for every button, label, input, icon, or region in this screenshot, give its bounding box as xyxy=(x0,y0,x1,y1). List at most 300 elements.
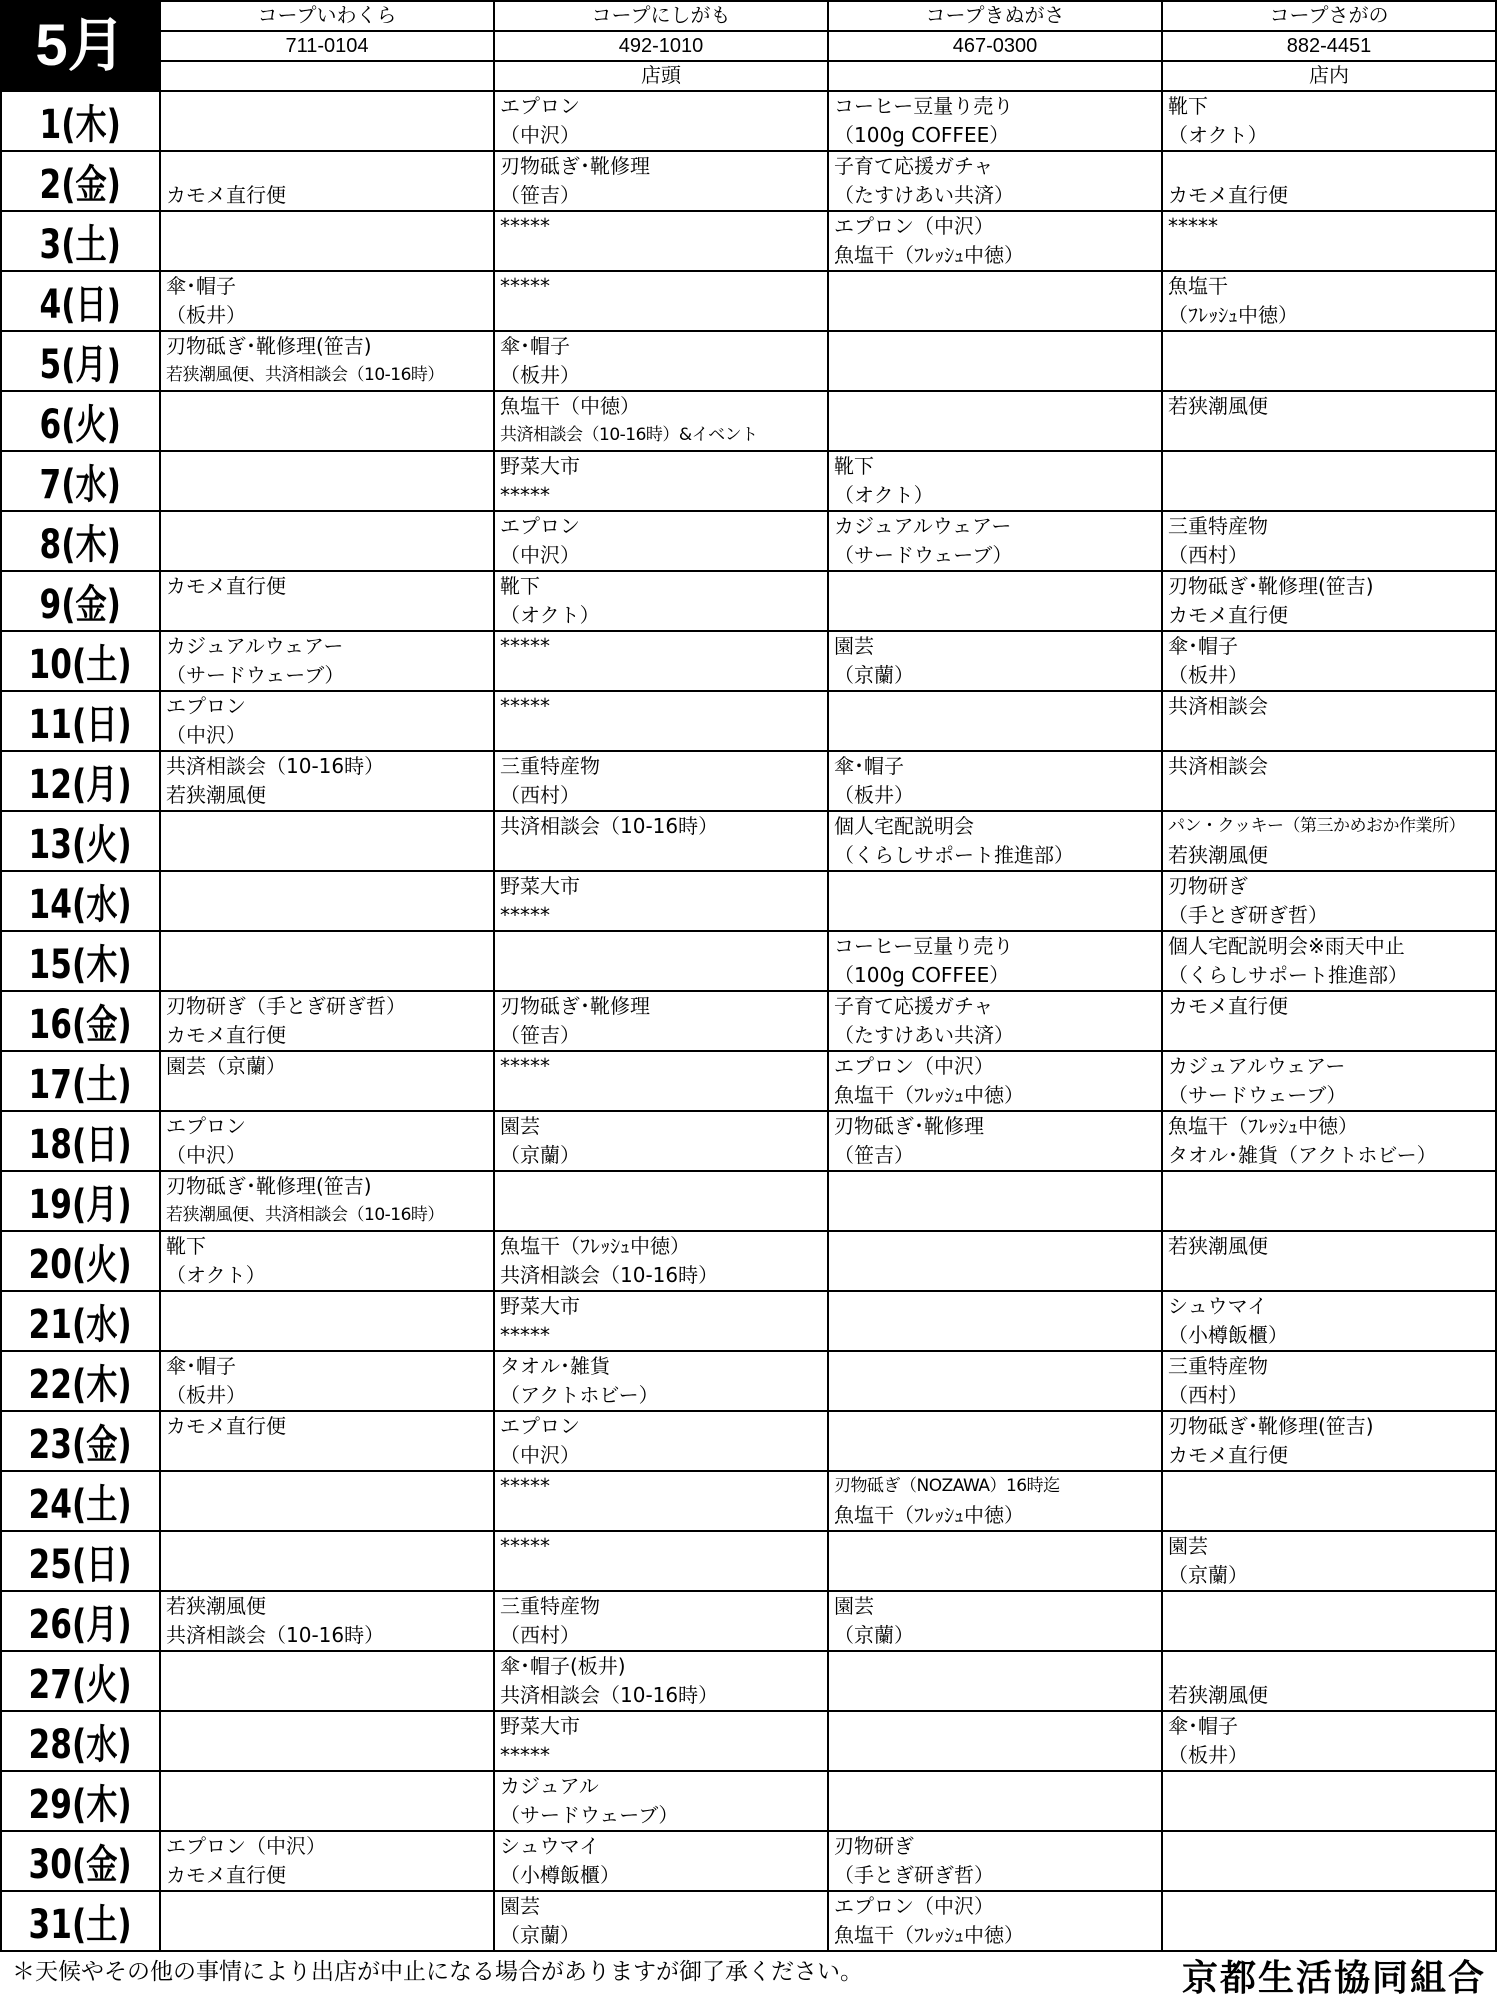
event-cell-kinugasa xyxy=(828,991,1162,1051)
event-line: シュウマイ xyxy=(1168,1294,1268,1318)
event-cell-nishigamo xyxy=(494,391,828,451)
event-line: （京蘭） xyxy=(1168,1563,1248,1587)
event-cell-kinugasa xyxy=(828,391,1162,451)
event-line: （板井） xyxy=(166,1383,246,1407)
day-row xyxy=(1,151,1496,211)
event-cell-iwakura xyxy=(160,1051,494,1111)
day-label xyxy=(1,991,160,1051)
event-cell-sagano xyxy=(1162,991,1496,1051)
store-name-sagano: コープさがの xyxy=(1162,1,1496,31)
event-cell-nishigamo xyxy=(494,271,828,331)
event-line: エプロン xyxy=(166,1114,246,1138)
day-label xyxy=(1,271,160,331)
event-cell-sagano xyxy=(1162,691,1496,751)
event-line: 共済相談会（10-16時） xyxy=(500,1683,719,1707)
event-cell-nishigamo xyxy=(494,1591,828,1651)
day-label-text: 20(火) xyxy=(28,1241,133,1288)
event-line: カモメ直行便 xyxy=(1168,1443,1288,1467)
event-line: （板井） xyxy=(1168,1743,1248,1767)
day-label-text: 14(水) xyxy=(28,881,133,928)
event-cell-nishigamo xyxy=(494,1891,828,1951)
event-line: 園芸 xyxy=(834,1594,874,1618)
day-label-text: 1(木) xyxy=(39,101,122,148)
event-line: 刃物砥ぎ･靴修理 xyxy=(500,994,650,1018)
event-line: 靴下 xyxy=(1168,94,1208,118)
day-row xyxy=(1,931,1496,991)
event-line: 若狭潮風便 xyxy=(1168,1683,1268,1707)
event-cell-kinugasa xyxy=(828,1591,1162,1651)
event-line: （くらしサポート推進部） xyxy=(834,843,1074,867)
event-cell-nishigamo xyxy=(494,1831,828,1891)
event-cell-nishigamo xyxy=(494,571,828,631)
event-line: 魚塩干（ﾌﾚｯｼｭ中徳） xyxy=(834,1923,1024,1947)
event-line: 若狭潮風便、共済相談会（10-16時） xyxy=(166,365,444,385)
event-line: カモメ直行便 xyxy=(166,1863,286,1887)
event-line: （中沢） xyxy=(500,543,580,567)
day-label-text: 2(金) xyxy=(39,161,122,208)
event-line: 子育て応援ガチャ xyxy=(834,994,994,1018)
day-label-text: 6(火) xyxy=(39,401,122,448)
day-label xyxy=(1,751,160,811)
event-cell-nishigamo xyxy=(494,811,828,871)
event-line: カモメ直行便 xyxy=(166,1023,286,1047)
event-cell-iwakura xyxy=(160,391,494,451)
day-label xyxy=(1,511,160,571)
event-cell-iwakura xyxy=(160,211,494,271)
event-cell-kinugasa xyxy=(828,571,1162,631)
day-label-text: 8(木) xyxy=(39,521,122,568)
event-line: エプロン xyxy=(500,94,580,118)
event-line: カジュアルウェアー xyxy=(166,634,344,658)
event-cell-iwakura xyxy=(160,271,494,331)
event-cell-nishigamo xyxy=(494,1291,828,1351)
event-cell-iwakura xyxy=(160,1171,494,1231)
event-line xyxy=(1168,1652,1495,1681)
store-location-sagano: 店内 xyxy=(1162,61,1496,91)
day-label-text: 27(火) xyxy=(28,1661,133,1708)
event-line: （京蘭） xyxy=(500,1143,580,1167)
event-cell-nishigamo xyxy=(494,331,828,391)
event-cell-nishigamo xyxy=(494,451,828,511)
event-cell-kinugasa xyxy=(828,1171,1162,1231)
event-line: 野菜大市 xyxy=(500,1714,580,1738)
day-row xyxy=(1,1531,1496,1591)
day-label xyxy=(1,931,160,991)
event-line: 子育て応援ガチャ xyxy=(834,154,994,178)
event-line: 傘･帽子 xyxy=(1168,1714,1238,1738)
event-line: 刃物砥ぎ･靴修理 xyxy=(834,1114,984,1138)
event-cell-kinugasa xyxy=(828,1831,1162,1891)
day-label xyxy=(1,1231,160,1291)
publisher-name: 京都生活協同組合 xyxy=(1181,1958,1486,1999)
event-line: 共済相談会（10-16時） xyxy=(500,814,719,838)
event-line: 共済相談会（10-16時）&イベント xyxy=(500,425,758,445)
event-line: エプロン（中沢） xyxy=(166,1834,326,1858)
day-row xyxy=(1,91,1496,151)
event-cell-sagano xyxy=(1162,91,1496,151)
day-label xyxy=(1,1891,160,1951)
event-line: 共済相談会（10-16時） xyxy=(166,754,385,778)
event-cell-sagano xyxy=(1162,811,1496,871)
event-cell-kinugasa xyxy=(828,91,1162,151)
event-line: 三重特産物 xyxy=(1168,514,1268,538)
event-cell-nishigamo xyxy=(494,91,828,151)
event-line: （サードウェーブ） xyxy=(500,1803,679,1827)
event-line: ***** xyxy=(500,694,550,718)
day-row xyxy=(1,391,1496,451)
day-row xyxy=(1,1051,1496,1111)
event-line: 園芸 xyxy=(1168,1534,1208,1558)
event-cell-nishigamo xyxy=(494,1651,828,1711)
event-line: （オクト） xyxy=(166,1263,266,1287)
event-cell-iwakura xyxy=(160,91,494,151)
event-line: 個人宅配説明会 xyxy=(834,814,974,838)
event-line: 園芸 xyxy=(500,1114,540,1138)
event-line: （京蘭） xyxy=(834,1623,914,1647)
event-line: カモメ直行便 xyxy=(166,574,286,598)
event-cell-kinugasa xyxy=(828,691,1162,751)
event-cell-nishigamo xyxy=(494,1111,828,1171)
event-line: 靴下 xyxy=(500,574,540,598)
day-label xyxy=(1,1411,160,1471)
event-line: 刃物砥ぎ･靴修理(笹吉) xyxy=(166,334,372,358)
day-label-text: 3(土) xyxy=(39,221,122,268)
day-label-text: 18(日) xyxy=(28,1121,133,1168)
event-line: 傘･帽子 xyxy=(1168,634,1238,658)
event-cell-iwakura xyxy=(160,451,494,511)
event-line: 刃物砥ぎ･靴修理(笹吉) xyxy=(1168,574,1374,598)
day-label xyxy=(1,391,160,451)
event-line: ***** xyxy=(500,483,550,507)
event-line: （京蘭） xyxy=(500,1923,580,1947)
event-line: 刃物研ぎ xyxy=(1168,874,1248,898)
event-line: 共済相談会 xyxy=(1168,694,1268,718)
event-cell-sagano xyxy=(1162,271,1496,331)
day-row xyxy=(1,871,1496,931)
event-line: 三重特産物 xyxy=(500,754,600,778)
event-line: ***** xyxy=(500,274,550,298)
event-cell-kinugasa xyxy=(828,871,1162,931)
day-row xyxy=(1,1411,1496,1471)
day-row xyxy=(1,1591,1496,1651)
event-line: 共済相談会 xyxy=(1168,754,1268,778)
event-cell-kinugasa xyxy=(828,271,1162,331)
day-label xyxy=(1,1831,160,1891)
event-cell-iwakura xyxy=(160,691,494,751)
day-label xyxy=(1,1531,160,1591)
event-line: 共済相談会（10-16時） xyxy=(166,1623,385,1647)
event-cell-nishigamo xyxy=(494,1171,828,1231)
event-line: カモメ直行便 xyxy=(166,183,286,207)
event-cell-sagano xyxy=(1162,1591,1496,1651)
day-label-text: 28(水) xyxy=(28,1721,133,1768)
event-cell-kinugasa xyxy=(828,631,1162,691)
event-line: カモメ直行便 xyxy=(1168,183,1288,207)
day-row xyxy=(1,691,1496,751)
day-label xyxy=(1,1591,160,1651)
event-line: 若狭潮風便 xyxy=(1168,1234,1268,1258)
event-cell-sagano xyxy=(1162,1411,1496,1471)
event-line xyxy=(166,152,493,181)
event-line: （笹吉） xyxy=(500,183,580,207)
day-label-text: 12(月) xyxy=(28,761,133,808)
day-label xyxy=(1,631,160,691)
event-line: 靴下 xyxy=(834,454,874,478)
event-line: 傘･帽子(板井) xyxy=(500,1654,626,1678)
event-line: 靴下 xyxy=(166,1234,206,1258)
event-cell-nishigamo xyxy=(494,691,828,751)
event-line: コーヒー豆量り売り xyxy=(834,934,1014,958)
day-label xyxy=(1,1351,160,1411)
event-line: 三重特産物 xyxy=(1168,1354,1268,1378)
event-line: （オクト） xyxy=(500,603,600,627)
day-row xyxy=(1,1891,1496,1951)
event-cell-iwakura xyxy=(160,331,494,391)
event-line: 刃物砥ぎ（NOZAWA）16時迄 xyxy=(834,1476,1060,1496)
event-line: コーヒー豆量り売り xyxy=(834,94,1014,118)
event-cell-nishigamo xyxy=(494,991,828,1051)
event-cell-iwakura xyxy=(160,511,494,571)
event-line: （西村） xyxy=(1168,1383,1248,1407)
event-cell-kinugasa xyxy=(828,1711,1162,1771)
event-line: （板井） xyxy=(500,363,580,387)
event-line: 刃物研ぎ（手とぎ研ぎ哲） xyxy=(166,994,406,1018)
event-line: （西村） xyxy=(500,1623,580,1647)
event-cell-sagano xyxy=(1162,871,1496,931)
day-label-text: 11(日) xyxy=(28,701,133,748)
event-line: （小樽飯櫃） xyxy=(500,1863,620,1887)
event-line: タオル･雑貨 xyxy=(500,1354,610,1378)
day-label-text: 9(金) xyxy=(39,581,122,628)
day-label xyxy=(1,211,160,271)
event-line: カモメ直行便 xyxy=(1168,603,1288,627)
event-line: タオル･雑貨（アクトホビー） xyxy=(1168,1143,1437,1167)
event-cell-iwakura xyxy=(160,1291,494,1351)
event-cell-iwakura xyxy=(160,571,494,631)
event-line: 傘･帽子 xyxy=(834,754,904,778)
event-cell-sagano xyxy=(1162,1711,1496,1771)
store-location-iwakura xyxy=(160,61,494,91)
event-line: （100g COFFEE） xyxy=(834,963,1010,987)
event-line: 魚塩干（ﾌﾚｯｼｭ中徳） xyxy=(500,1234,690,1258)
event-cell-nishigamo xyxy=(494,1231,828,1291)
event-line: （手とぎ研ぎ哲） xyxy=(1168,903,1328,927)
day-row xyxy=(1,271,1496,331)
event-line: （中沢） xyxy=(166,1143,246,1167)
event-cell-iwakura xyxy=(160,751,494,811)
event-line: 三重特産物 xyxy=(500,1594,600,1618)
event-line: 若狭潮風便 xyxy=(1168,394,1268,418)
event-line: 野菜大市 xyxy=(500,1294,580,1318)
event-line: 若狭潮風便、共済相談会（10-16時） xyxy=(166,1205,444,1225)
event-cell-iwakura xyxy=(160,1111,494,1171)
day-row xyxy=(1,1471,1496,1531)
day-row xyxy=(1,1351,1496,1411)
store-phone-kinugasa: 467-0300 xyxy=(828,31,1162,61)
event-line: カモメ直行便 xyxy=(1168,994,1288,1018)
event-line: エプロン xyxy=(166,694,246,718)
day-row xyxy=(1,991,1496,1051)
event-line: （小樽飯櫃） xyxy=(1168,1323,1288,1347)
event-cell-sagano xyxy=(1162,751,1496,811)
event-line: ***** xyxy=(500,214,550,238)
day-label-text: 30(金) xyxy=(28,1841,133,1888)
event-line: 魚塩干（ﾌﾚｯｼｭ中徳） xyxy=(834,243,1024,267)
event-line: ***** xyxy=(1168,214,1218,238)
event-line: 刃物砥ぎ･靴修理(笹吉) xyxy=(1168,1414,1374,1438)
day-label-text: 4(日) xyxy=(39,281,122,328)
event-cell-kinugasa xyxy=(828,1651,1162,1711)
store-phone-sagano: 882-4451 xyxy=(1162,31,1496,61)
event-line: （中沢） xyxy=(500,123,580,147)
day-label xyxy=(1,151,160,211)
event-cell-kinugasa xyxy=(828,1771,1162,1831)
event-line: カジュアル xyxy=(500,1774,599,1798)
day-label xyxy=(1,1171,160,1231)
day-row xyxy=(1,1291,1496,1351)
event-line: カジュアルウェアー xyxy=(834,514,1012,538)
event-cell-sagano xyxy=(1162,451,1496,511)
event-cell-sagano xyxy=(1162,1651,1496,1711)
event-line: 魚塩干（中徳） xyxy=(500,394,640,418)
event-line: シュウマイ xyxy=(500,1834,600,1858)
event-line: （たすけあい共済） xyxy=(834,1023,1014,1047)
event-cell-iwakura xyxy=(160,1891,494,1951)
event-line: （たすけあい共済） xyxy=(834,183,1014,207)
event-line: （サードウェーブ） xyxy=(166,663,345,687)
event-cell-iwakura xyxy=(160,631,494,691)
event-cell-kinugasa xyxy=(828,931,1162,991)
day-label-text: 24(土) xyxy=(28,1481,133,1528)
event-cell-nishigamo xyxy=(494,751,828,811)
event-cell-sagano xyxy=(1162,1771,1496,1831)
event-cell-iwakura xyxy=(160,1231,494,1291)
event-cell-kinugasa xyxy=(828,451,1162,511)
event-cell-sagano xyxy=(1162,391,1496,451)
day-label-text: 15(木) xyxy=(28,941,133,988)
event-line: ***** xyxy=(500,1474,550,1498)
event-line: エプロン（中沢） xyxy=(834,1054,994,1078)
day-label xyxy=(1,1111,160,1171)
day-label-text: 7(水) xyxy=(39,461,122,508)
event-cell-sagano xyxy=(1162,1351,1496,1411)
store-location-nishigamo: 店頭 xyxy=(494,61,828,91)
day-row xyxy=(1,1111,1496,1171)
event-line: 魚塩干（ﾌﾚｯｼｭ中徳） xyxy=(834,1083,1024,1107)
event-line: ***** xyxy=(500,1534,550,1558)
event-cell-nishigamo xyxy=(494,1411,828,1471)
event-cell-kinugasa xyxy=(828,1051,1162,1111)
day-row xyxy=(1,1171,1496,1231)
day-label xyxy=(1,1651,160,1711)
event-line xyxy=(1168,152,1495,181)
day-label xyxy=(1,91,160,151)
event-cell-nishigamo xyxy=(494,931,828,991)
event-cell-iwakura xyxy=(160,1351,494,1411)
event-cell-iwakura xyxy=(160,811,494,871)
event-line: （サードウェーブ） xyxy=(834,543,1013,567)
event-cell-nishigamo xyxy=(494,1531,828,1591)
event-line: ***** xyxy=(500,1054,550,1078)
event-line: （板井） xyxy=(834,783,914,807)
event-cell-nishigamo xyxy=(494,1051,828,1111)
day-label-text: 5(月) xyxy=(39,341,122,388)
day-label xyxy=(1,1051,160,1111)
event-line: （くらしサポート推進部） xyxy=(1168,963,1408,987)
event-line: ***** xyxy=(500,903,550,927)
event-line: 若狭潮風便 xyxy=(1168,843,1268,867)
event-cell-iwakura xyxy=(160,151,494,211)
event-line: 傘･帽子 xyxy=(166,274,236,298)
event-cell-sagano xyxy=(1162,1831,1496,1891)
day-label-text: 17(土) xyxy=(28,1061,133,1108)
event-line: 魚塩干（ﾌﾚｯｼｭ中徳） xyxy=(1168,1114,1358,1138)
event-line: エプロン xyxy=(500,514,580,538)
day-label-text: 26(月) xyxy=(28,1601,133,1648)
event-line: エプロン（中沢） xyxy=(834,1894,994,1918)
event-cell-iwakura xyxy=(160,1831,494,1891)
event-cell-kinugasa xyxy=(828,1111,1162,1171)
event-line: （西村） xyxy=(1168,543,1248,567)
event-cell-sagano xyxy=(1162,571,1496,631)
event-cell-sagano xyxy=(1162,211,1496,271)
event-cell-nishigamo xyxy=(494,211,828,271)
event-cell-kinugasa xyxy=(828,1231,1162,1291)
event-cell-sagano xyxy=(1162,331,1496,391)
event-cell-sagano xyxy=(1162,1471,1496,1531)
event-cell-sagano xyxy=(1162,151,1496,211)
event-cell-sagano xyxy=(1162,931,1496,991)
day-label xyxy=(1,451,160,511)
event-cell-kinugasa xyxy=(828,1411,1162,1471)
event-cell-kinugasa xyxy=(828,811,1162,871)
day-row xyxy=(1,571,1496,631)
event-line: （100g COFFEE） xyxy=(834,123,1010,147)
event-cell-iwakura xyxy=(160,1651,494,1711)
event-cell-kinugasa xyxy=(828,1351,1162,1411)
event-cell-kinugasa xyxy=(828,211,1162,271)
day-label-text: 25(日) xyxy=(28,1541,133,1588)
store-name-iwakura: コープいわくら xyxy=(160,1,494,31)
day-label-text: 29(木) xyxy=(28,1781,133,1828)
event-cell-sagano xyxy=(1162,1111,1496,1171)
event-line: 野菜大市 xyxy=(500,454,580,478)
event-cell-nishigamo xyxy=(494,1771,828,1831)
event-line: 刃物砥ぎ･靴修理(笹吉) xyxy=(166,1174,372,1198)
day-label-text: 21(水) xyxy=(28,1301,133,1348)
day-row xyxy=(1,211,1496,271)
day-label xyxy=(1,571,160,631)
day-label xyxy=(1,331,160,391)
event-line: カモメ直行便 xyxy=(166,1414,286,1438)
day-label xyxy=(1,1771,160,1831)
store-phone-iwakura: 711-0104 xyxy=(160,31,494,61)
store-phone-nishigamo: 492-1010 xyxy=(494,31,828,61)
day-label-text: 22(木) xyxy=(28,1361,133,1408)
day-row xyxy=(1,1231,1496,1291)
event-line: 魚塩干（ﾌﾚｯｼｭ中徳） xyxy=(834,1503,1024,1527)
day-label xyxy=(1,1291,160,1351)
event-cell-sagano xyxy=(1162,1531,1496,1591)
event-line: 刃物砥ぎ･靴修理 xyxy=(500,154,650,178)
day-label xyxy=(1,871,160,931)
footer-note: ＊天候やその他の事情により出店が中止になる場合がありますが御了承ください。 xyxy=(12,1959,863,1985)
day-row xyxy=(1,1711,1496,1771)
day-label xyxy=(1,691,160,751)
event-line: エプロン xyxy=(500,1414,580,1438)
event-line: ***** xyxy=(500,1323,550,1347)
event-line: （中沢） xyxy=(500,1443,580,1467)
